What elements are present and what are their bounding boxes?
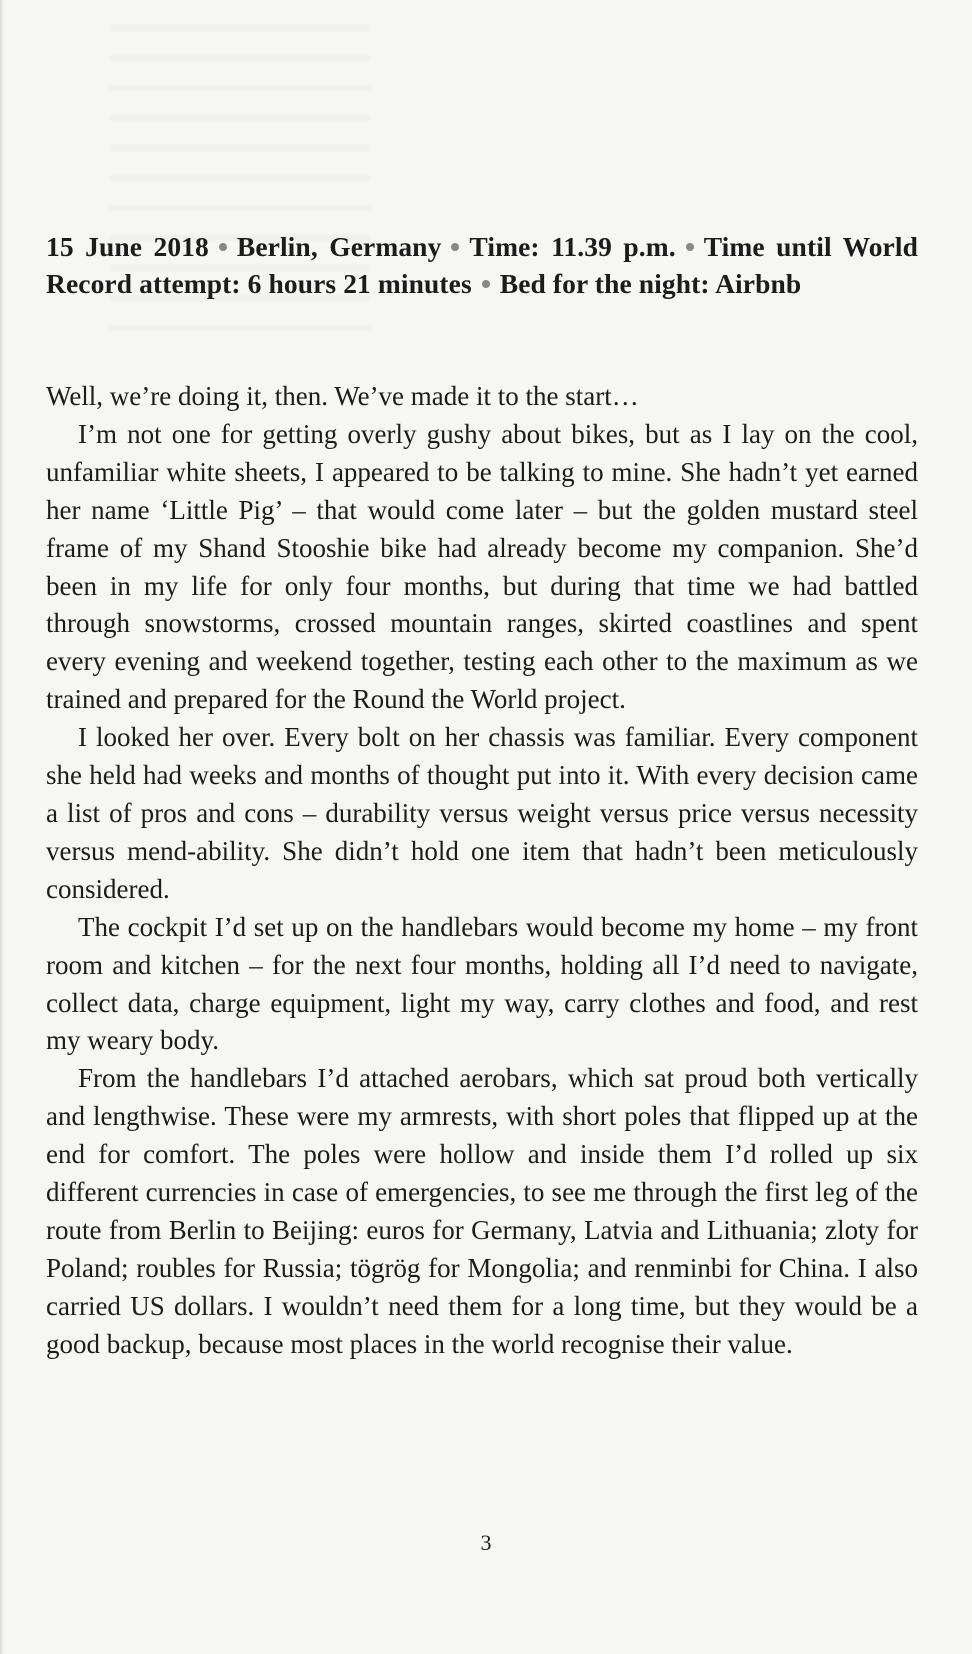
bullet-separator xyxy=(482,280,490,288)
header-countdown: Time until World Record attempt: 6 hours 21 minutes xyxy=(46,231,918,299)
paragraph: From the handlebars I’d attached aerobars, which sat proud both vertically and lengthwise. These were my armrests, with short poles that flipped up at the end for comfort. The poles were hollow and inside them I’d rolled up six different currencies in case of emergencies, to see me through the first leg of the route from Berlin to Beijing: euros for Germany, Latvia and Lithuania; zloty for Poland; roubles for Russia; tögrög for Mongolia; and renminbi for China. I also carried US dollars. I wouldn’t need them for a long time, but they would be a good backup, because most places in the world recognise their value. xyxy=(46,1063,918,1359)
header-location: Berlin, Germany xyxy=(236,231,442,262)
bullet-separator xyxy=(451,243,459,251)
entry-header xyxy=(46,228,918,302)
page-number: 3 xyxy=(480,1530,492,1555)
page-edge-shadow xyxy=(0,0,4,1654)
paragraph: I looked her over. Every bolt on her chassis was familiar. Every component she held had weeks and months of thought put into it. With every decision came a list of pros and cons – durability versus weight versus price versus necessity versus mend-ability. She didn’t hold one item that hadn’t been meticulously considered. xyxy=(46,722,918,904)
bullet-separator xyxy=(219,243,227,251)
header-date: 15 June 2018 xyxy=(46,231,209,262)
paragraph: The cockpit I’d set up on the handlebars would become my home – my front room and kitchen – for the next four months, holding all I’d need to navigate, collect data, charge equipment, light my way, carry clothes and food, and rest my weary body. xyxy=(46,911,918,1056)
header-bed: Bed for the night: Airbnb xyxy=(499,268,802,299)
header-time: Time: 11.39 p.m. xyxy=(469,231,676,262)
paragraph: I’m not one for getting overly gushy about bikes, but as I lay on the cool, unfamiliar white sheets, I appeared to be talking to mine. She hadn’t yet earned her name ‘Little Pig’ – that would come later – but the golden mustard steel frame of my Shand Stooshie bike had already become my companion. She’d been in my life for only four months, but during that time we had battled through snowstorms, crossed mountain ranges, skirted coastlines and spent every evening and weekend together, testing each other to the maximum as we trained and prepared for the Round the World project. xyxy=(46,418,918,715)
body-text xyxy=(46,378,918,1364)
paragraph: Well, we’re doing it, then. We’ve made it to the start… xyxy=(46,381,639,411)
bullet-separator xyxy=(686,243,694,251)
